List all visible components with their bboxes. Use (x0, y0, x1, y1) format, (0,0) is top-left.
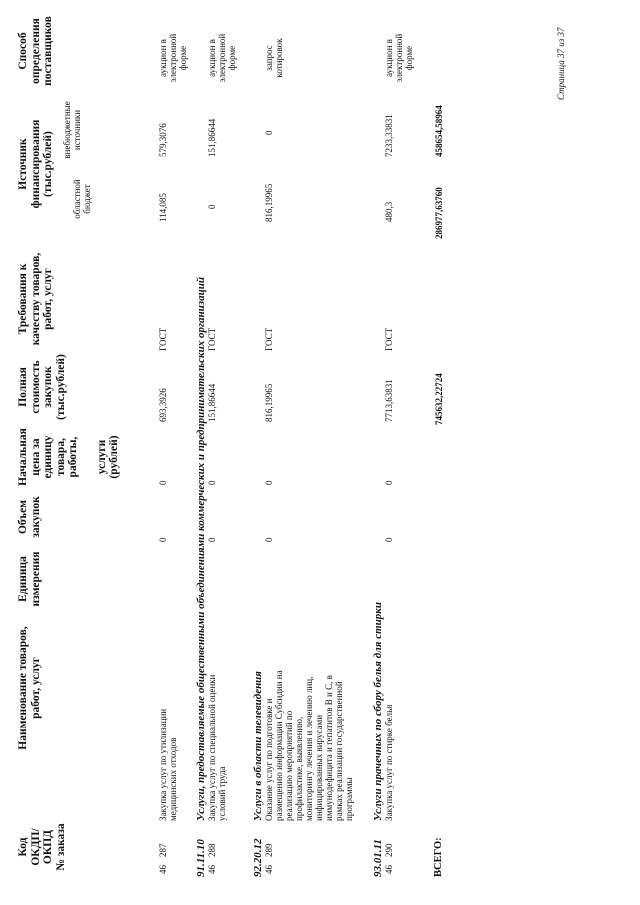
row-289-extrabudget: 0 (264, 130, 274, 135)
row-287-extrabudget: 579,3076 (158, 123, 168, 157)
header-code: Код ОКДП/ ОКПД № заказа (17, 823, 67, 871)
row-289-order: 289 (264, 843, 274, 857)
section-91-11-10-code: 91.11.10 (195, 839, 207, 877)
section-93-01-11-title: Услуги прачечных по сбору белья для стирки (372, 602, 384, 821)
row-289-price: 0 (264, 480, 274, 485)
row-287-volume: 0 (158, 537, 168, 542)
row-288-regional: 0 (207, 204, 217, 209)
header-unit: Единица измерения (17, 551, 42, 607)
row-288-method: аукцион в электронной форме (207, 33, 237, 83)
row-287-req: ГОСТ (158, 327, 168, 351)
row-289-volume: 0 (264, 537, 274, 542)
row-289-regional: 816,19965 (264, 183, 274, 222)
header-name: Наименование товаров, работ, услуг (17, 626, 42, 750)
row-290-volume: 0 (384, 537, 394, 542)
totals-regional: 286977,63760 (434, 187, 444, 239)
header-source-extrabudget: внебюджетные источники (62, 101, 82, 159)
row-289-req: ГОСТ (264, 327, 274, 351)
row-289-name: Оказание услуг по подготовке и размещению информации Субсидии на реализацию мероприятий по профилактике, выявлению, мониторингу лечения и лечению лиц, инфицированных вирусами иммунодефицита и гепатитов B и C, в рамках реализации государственной программы (264, 670, 354, 821)
section-91-11-10-title: Услуги, предоставляемые общественными объединениями коммерческих и предпринимательских организаций (195, 277, 207, 821)
header-method: Способ определения поставщиков (17, 16, 54, 86)
row-290-extrabudget: 7233,33831 (384, 114, 394, 157)
row-290-method: аукцион в электронной форме (384, 33, 414, 83)
row-288-extrabudget: 151,86644 (207, 118, 217, 157)
row-288-price: 0 (207, 480, 217, 485)
row-287-name: Закупка услуг по утилизации медицинских отходов (158, 708, 178, 821)
row-287-regional: 114,085 (158, 193, 168, 222)
row-288-name: Закупка услуг по специальной оценки условий труда (207, 674, 227, 821)
row-290-regional: 480,3 (384, 201, 394, 222)
page-number: Страница 37 из 37 (556, 27, 566, 100)
section-92-20-12-title: Услуги в области телевидения (252, 671, 264, 821)
row-287-method: аукцион в электронной форме (158, 33, 188, 83)
row-290-num: 46 (384, 865, 394, 874)
row-288-num: 46 (207, 865, 217, 874)
row-290-price: 0 (384, 480, 394, 485)
totals-extrabudget: 458654,58964 (434, 105, 444, 157)
row-287-price: 0 (158, 480, 168, 485)
row-288-order: 288 (207, 843, 217, 857)
row-287-num: 46 (158, 865, 168, 874)
row-290-total: 7713,63831 (384, 379, 394, 422)
totals-label: ВСЕГО: (433, 837, 444, 877)
header-price: Начальная цена за единицу товара, работы, услуги (рублей) (17, 428, 120, 486)
header-total: Полная стоимость закупок (тыс.рублей) (17, 354, 67, 420)
row-289-num: 46 (264, 865, 274, 874)
row-288-req: ГОСТ (207, 327, 217, 351)
row-289-total: 816,19965 (264, 383, 274, 422)
totals-total: 745632,22724 (434, 373, 444, 425)
row-290-order: 290 (384, 843, 394, 857)
row-290-req: ГОСТ (384, 327, 394, 351)
row-288-total: 151,86644 (207, 383, 217, 422)
row-287-total: 693,3926 (158, 388, 168, 422)
row-290-name: Закупка услуг по стирке белья (384, 704, 394, 821)
row-288-volume: 0 (207, 537, 217, 542)
header-volume: Объем закупок (17, 496, 42, 538)
row-287-order: 287 (158, 843, 168, 857)
row-289-method: запрос котировок (264, 38, 284, 78)
header-requirements: Требования к качеству товаров, работ, услуг (17, 252, 54, 346)
header-source-regional: областной бюджет (72, 179, 92, 219)
header-source: Источник финансирования (тыс.рублей) (17, 119, 54, 209)
section-93-01-11-code: 93.01.11 (372, 839, 384, 877)
section-92-20-12-code: 92.20.12 (252, 838, 264, 877)
